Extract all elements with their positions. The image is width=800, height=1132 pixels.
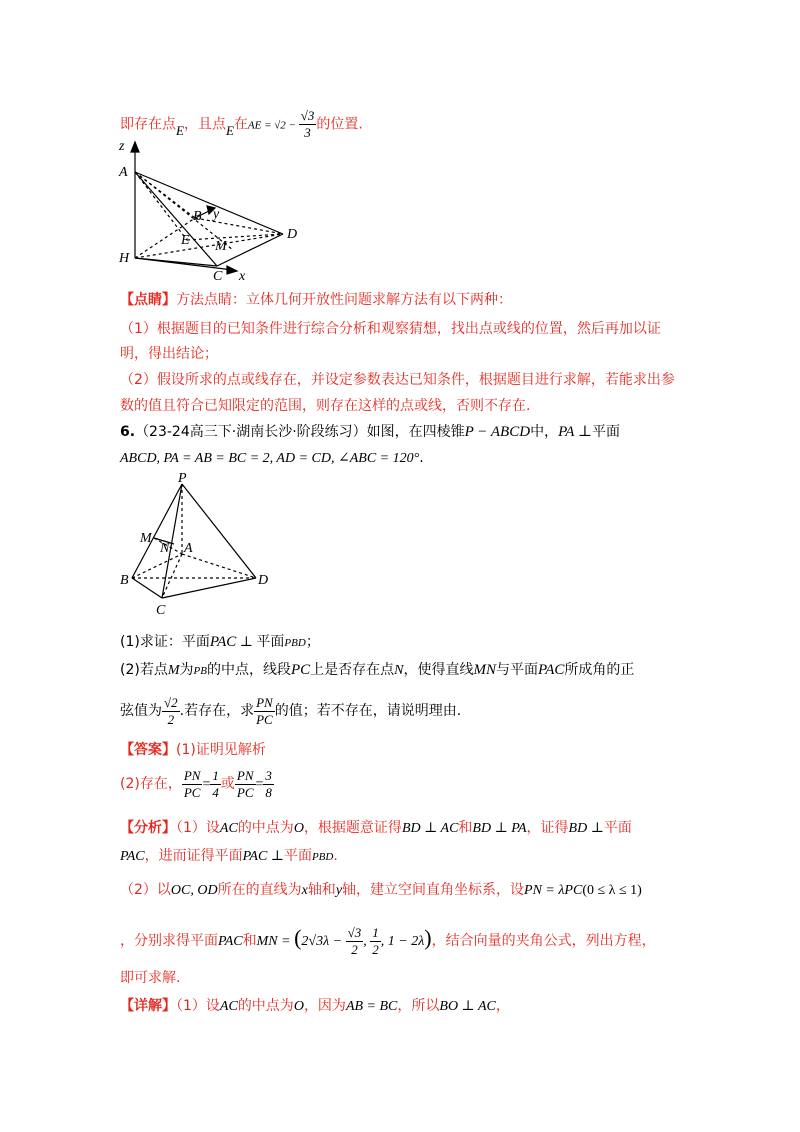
analysis-line4: ，分别求得平面PAC和MN = (2√3λ − $\frac{√3}{2}$ , $\frac{1}{2}$ , 1 − 2λ)，结合向量的夹角公式，列出方程，	[120, 924, 656, 957]
math-e: E	[225, 122, 234, 138]
label-p: P	[178, 472, 187, 486]
analysis-line3: （2）以OC, OD所在的直线为x轴和y轴，建立空间直角坐标系，设PN = λPC(0 ≤ λ ≤ 1)	[120, 882, 642, 898]
note-intro: 【点睛】方法点睛：立体几何开放性问题求解方法有以下两种：	[120, 292, 512, 308]
detail-line1: 【详解】（1）设AC的中点为O，因为AB = BC，所以BO ⊥ AC，	[120, 998, 510, 1014]
analysis-line1: 【分析】（1）设AC的中点为O，根据题意证得BD ⊥ AC和BD ⊥ PA，证得BD ⊥平面	[120, 820, 632, 836]
note-p1a: （1）根据题目的已知条件进行综合分析和观察猜想，找出点或线的位置，然后再加以证	[120, 321, 661, 337]
answer-1: 【答案】(1)证明见解析	[120, 742, 266, 758]
analysis-line5: 即可求解.	[120, 970, 181, 986]
label-e: E	[181, 233, 190, 248]
figure-1-geometry	[115, 140, 315, 290]
label-c: C	[156, 603, 166, 618]
label-b: B	[193, 209, 202, 224]
part-1: (1)求证：平面PAC ⊥ 平面PBD；	[120, 634, 320, 650]
label-n: N	[160, 541, 170, 556]
label-a: A	[184, 541, 193, 556]
fraction: $\frac{√2}{2}$	[164, 694, 178, 727]
math-e: E	[176, 122, 184, 138]
label-h: H	[119, 251, 130, 266]
label-b: B	[120, 573, 129, 588]
fraction: $\frac{√3}{3}$	[300, 108, 315, 140]
label-d: D	[287, 227, 298, 242]
text: ，且点	[183, 116, 226, 133]
question-6-line2: ABCD, PA = AB = BC = 2, AD = CD, ∠ABC = 120°.	[120, 450, 424, 466]
note-p2b: 数的值且符合已知限定的范围，则存在这样的点或线，否则不存在.	[120, 398, 531, 414]
figure-2-pyramid	[118, 472, 278, 622]
answer-2: (2)存在， $\frac{PN}{PC}$ = $\frac{1}{4}$ 或 $\frac{PN}{PC}$ = $\frac{3}{8}$	[120, 767, 272, 800]
label-m: M	[140, 531, 152, 546]
text: 即存在点	[120, 116, 176, 133]
part-2-line2: 弦值为 $\frac{√2}{2}$ .若存在，求 $\frac{PN}{PC}$ 的值；若不存在，请说明理由.	[120, 694, 462, 727]
label-z: z	[119, 140, 125, 154]
note-p1b: 明，得出结论；	[120, 346, 218, 362]
note-tag: 【点睛】	[120, 292, 176, 308]
text: 在	[233, 116, 248, 133]
conclusion-line	[120, 108, 363, 141]
label-y: y	[213, 207, 220, 222]
label-m: M	[215, 239, 227, 254]
label-x: x	[239, 269, 246, 284]
note-p2a: （2）假设所求的点或线存在，并设定参数表达已知条件，根据题目进行求解，若能求出参	[120, 372, 675, 388]
analysis-line2: PAC，进而证得平面PAC ⊥平面PBD.	[120, 848, 338, 864]
label-a: A	[119, 165, 128, 180]
label-d: D	[258, 573, 269, 588]
part-2-line1: (2)若点M为PB的中点，线段PC上是否存在点N，使得直线MN与平面PAC所成角的正	[120, 662, 635, 678]
question-6-line1: 6.（23-24高三下·湖南长沙·阶段练习）如图，在四棱锥P − ABCD中，PA ⊥平面	[120, 424, 621, 440]
text: 的位置.	[316, 116, 363, 133]
math-eq: AE = √2 −	[247, 119, 299, 132]
fraction: $\frac{PN}{PC}$	[256, 694, 273, 727]
label-c: C	[213, 269, 223, 284]
